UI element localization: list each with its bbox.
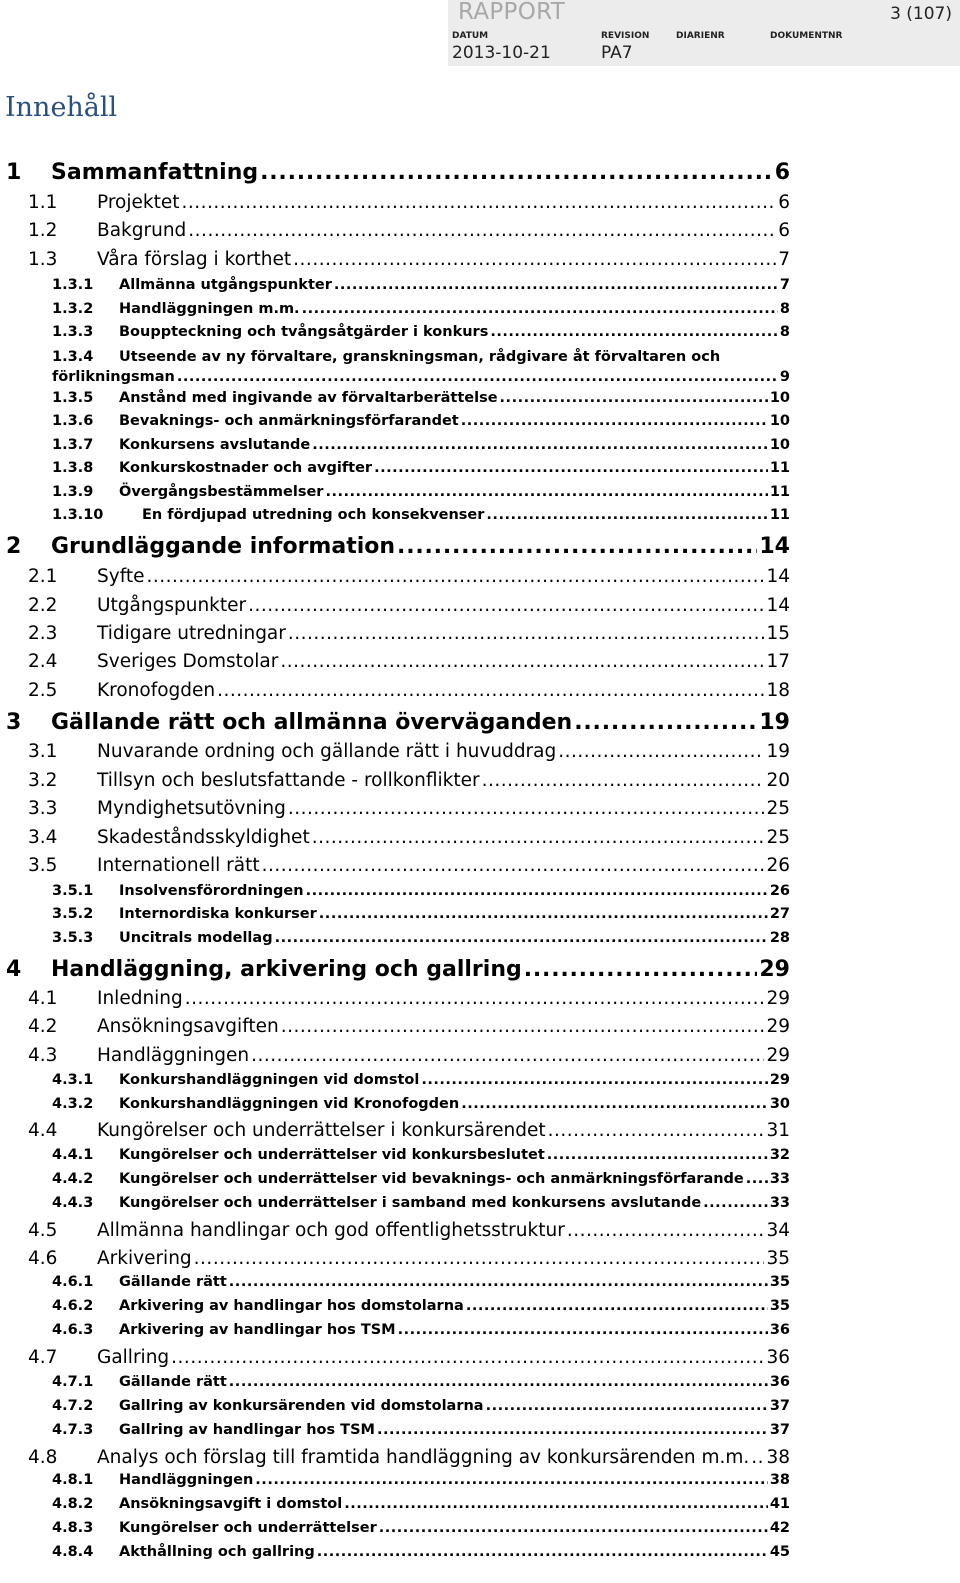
toc-entry-number: 4.3 <box>28 1045 58 1066</box>
toc-entry[interactable] <box>52 906 790 922</box>
toc-entry-number: 4.8.1 <box>52 1472 94 1488</box>
toc-entry-page: 6 <box>778 220 790 241</box>
toc-entry-page: 11 <box>769 460 790 476</box>
toc-entry-page: 36 <box>766 1347 790 1368</box>
toc-entry[interactable] <box>28 623 790 644</box>
toc-leader-dots <box>490 324 778 340</box>
toc-entry[interactable] <box>28 1347 790 1368</box>
toc-leader-dots <box>181 192 776 213</box>
toc-entry-number: 1.1 <box>28 192 58 213</box>
toc-entry[interactable] <box>28 651 790 672</box>
toc-entry-title: Arkivering av handlingar hos domstolarna <box>119 1298 464 1314</box>
toc-entry-number: 1.3.2 <box>52 301 94 317</box>
toc-leader-dots <box>293 249 776 270</box>
toc-entry-title: Gällande rätt <box>119 1374 227 1390</box>
toc-entry[interactable] <box>52 883 790 899</box>
toc-entry-page: 35 <box>769 1298 790 1314</box>
toc-entry[interactable] <box>52 1195 790 1211</box>
toc-entry-number: 1.3.3 <box>52 324 94 340</box>
toc-entry-number: 1.2 <box>28 220 58 241</box>
toc-entry-title: Ansökningsavgift i domstol <box>119 1496 343 1512</box>
toc-leader-dots <box>217 680 764 701</box>
toc-entry[interactable] <box>28 988 790 1009</box>
toc-leader-dots <box>374 460 768 476</box>
toc-entry-number: 4.2 <box>28 1016 58 1037</box>
toc-leader-dots <box>281 1016 765 1037</box>
toc-entry[interactable] <box>52 1374 790 1390</box>
toc-entry-title: Kungörelser och underrättelser vid bevaknings- och anmärkningsförfarande <box>119 1171 744 1187</box>
toc-entry-title: Nuvarande ordning och gällande rätt i huvuddrag <box>97 741 557 762</box>
toc-entry-number: 4.7.1 <box>52 1374 94 1390</box>
toc-entry-number: 1.3.10 <box>52 507 104 523</box>
toc-entry-page: 37 <box>769 1398 790 1414</box>
toc-entry-title: Kungörelser och underrättelser i samband med konkursens avslutande <box>119 1195 702 1211</box>
toc-entry[interactable] <box>28 566 790 587</box>
toc-entry-page: 32 <box>769 1147 790 1163</box>
toc-entry[interactable] <box>28 1045 790 1066</box>
toc-entry-number: 3.1 <box>28 741 58 762</box>
toc-entry-title: Tidigare utredningar <box>97 623 286 644</box>
toc-leader-dots <box>344 1496 768 1512</box>
toc-entry[interactable] <box>28 1120 790 1141</box>
toc-entry[interactable] <box>28 1248 790 1269</box>
toc-entry-title: Internordiska konkurser <box>119 906 317 922</box>
toc-entry-page: 15 <box>766 623 790 644</box>
toc-entry-number: 2.4 <box>28 651 58 672</box>
toc-entry-number: 1.3.8 <box>52 460 94 476</box>
toc-entry[interactable] <box>52 507 790 523</box>
toc-entry-page: 45 <box>769 1544 790 1560</box>
toc-entry-page: 8 <box>779 301 790 317</box>
toc-entry[interactable] <box>28 827 790 848</box>
toc-entry-title: Syfte <box>97 566 145 587</box>
toc-leader-dots <box>547 1147 768 1163</box>
toc-entry-page: 36 <box>769 1374 790 1390</box>
toc-leader-dots <box>751 1447 764 1468</box>
toc-leader-dots <box>574 710 757 735</box>
toc-entry-page: 10 <box>769 390 790 406</box>
toc-entry-page: 29 <box>759 957 790 982</box>
toc-entry[interactable] <box>52 1298 790 1314</box>
toc-leader-dots <box>262 855 765 876</box>
toc-entry[interactable] <box>28 1016 790 1037</box>
toc-entry-page: 34 <box>766 1220 790 1241</box>
toc-entry-number: 3.4 <box>28 827 58 848</box>
toc-entry-title: Konkurskostnader och avgifter <box>119 460 373 476</box>
toc-entry-page: 29 <box>766 1016 790 1037</box>
toc-leader-dots <box>251 1045 764 1066</box>
toc-entry-title: Bevaknings- och anmärkningsförfarandet <box>119 413 459 429</box>
toc-entry-title: Utseende av ny förvaltare, granskningsman, rådgivare åt förvaltaren och <box>119 349 721 365</box>
toc-entry[interactable] <box>52 437 790 453</box>
toc-leader-dots <box>524 957 758 982</box>
toc-entry[interactable] <box>6 710 790 735</box>
date-label: DATUM <box>452 31 489 41</box>
toc-entry-title: Internationell rätt <box>97 855 260 876</box>
toc-entry-number: 1.3.5 <box>52 390 94 406</box>
toc-entry-title: En fördjupad utredning och konsekvenser <box>142 507 485 523</box>
toc-entry-title: Kronofogden <box>97 680 216 701</box>
toc-entry-page: 29 <box>766 988 790 1009</box>
toc-entry[interactable] <box>52 1072 790 1088</box>
toc-entry-title: Kungörelser och underrättelser vid konkursbeslutet <box>119 1147 545 1163</box>
toc-entry-number: 4.5 <box>28 1220 58 1241</box>
toc-entry-title: Handläggningen <box>119 1472 254 1488</box>
toc-leader-dots <box>421 1072 767 1088</box>
toc-entry-page: 14 <box>759 534 790 559</box>
toc-entry[interactable] <box>52 1322 790 1338</box>
toc-entry[interactable] <box>6 160 790 185</box>
toc-entry-title: Gallring <box>97 1347 170 1368</box>
toc-leader-dots <box>171 1347 764 1368</box>
toc-entry[interactable] <box>52 930 790 946</box>
toc-entry-title: Grundläggande information <box>51 534 396 559</box>
toc-entry-title: Allmänna utgångspunkter <box>119 277 332 293</box>
toc-leader-dots <box>567 1220 765 1241</box>
toc-entry-number: 3.5 <box>28 855 58 876</box>
page-number: 3 (107) <box>890 4 952 24</box>
toc-entry-title: Bouppteckning och tvångsåtgärder i konkurs <box>119 324 489 340</box>
toc-leader-dots <box>248 595 764 616</box>
toc-entry[interactable] <box>52 1171 790 1187</box>
toc-entry-number: 1.3.1 <box>52 277 94 293</box>
toc-entry-title: Anstånd med ingivande av förvaltarberättelse <box>119 390 498 406</box>
toc-entry-page: 41 <box>769 1496 790 1512</box>
toc-entry-number: 4.8.3 <box>52 1520 94 1536</box>
toc-entry-number: 4.6.2 <box>52 1298 94 1314</box>
toc-entry-number: 2 <box>6 534 22 559</box>
toc-entry-number: 4.8 <box>28 1447 58 1468</box>
toc-entry[interactable] <box>28 595 790 616</box>
toc-entry-page: 33 <box>769 1195 790 1211</box>
toc-leader-dots <box>486 507 767 523</box>
toc-entry-number: 4.3.1 <box>52 1072 94 1088</box>
toc-entry[interactable] <box>28 249 790 270</box>
toc-leader-dots <box>275 930 768 946</box>
diarienr-label: DIARIENR <box>676 31 725 41</box>
toc-leader-dots <box>334 277 778 293</box>
toc-entry-title: Gällande rätt <box>119 1274 227 1290</box>
toc-entry-page: 38 <box>766 1447 790 1468</box>
toc-entry-title: Gallring av handlingar hos TSM <box>119 1422 375 1438</box>
toc-entry-number: 3.5.3 <box>52 930 94 946</box>
toc-entry-page: 25 <box>766 827 790 848</box>
toc-entry-title: Handläggningen m.m. <box>119 301 300 317</box>
toc-leader-dots <box>312 827 765 848</box>
toc-entry[interactable] <box>28 798 790 819</box>
toc-entry[interactable] <box>28 220 790 241</box>
toc-entry-page: 38 <box>769 1472 790 1488</box>
toc-entry-page: 11 <box>769 507 790 523</box>
toc-entry[interactable] <box>6 957 790 982</box>
toc-entry-page: 10 <box>769 413 790 429</box>
toc-leader-dots <box>185 988 765 1009</box>
toc-leader-dots <box>379 1520 768 1536</box>
toc-entry-page: 25 <box>766 798 790 819</box>
toc-entry-number: 2.2 <box>28 595 58 616</box>
toc-entry-page: 9 <box>779 369 790 385</box>
toc-leader-dots <box>548 1120 765 1141</box>
toc-entry-page: 10 <box>769 437 790 453</box>
toc-entry-page: 37 <box>769 1422 790 1438</box>
toc-entry-page: 11 <box>769 484 790 500</box>
toc-entry[interactable] <box>6 534 790 559</box>
toc-entry[interactable] <box>52 1398 790 1414</box>
toc-entry[interactable] <box>52 1520 790 1536</box>
toc-entry-title: Utgångspunkter <box>97 595 247 616</box>
toc-entry-title: Inledning <box>97 988 183 1009</box>
toc-entry[interactable] <box>52 1496 790 1512</box>
toc-entry-number: 4.7.3 <box>52 1422 94 1438</box>
toc-entry-page: 26 <box>766 855 790 876</box>
toc-leader-dots <box>147 566 765 587</box>
toc-leader-dots <box>466 1298 768 1314</box>
toc-entry[interactable] <box>28 770 790 791</box>
toc-leader-dots <box>194 1248 765 1269</box>
toc-leader-dots <box>302 301 778 317</box>
toc-entry-title: Akthållning och gallring <box>119 1544 315 1560</box>
toc-entry-number: 4.4.3 <box>52 1195 94 1211</box>
toc-entry-number: 1.3.7 <box>52 437 94 453</box>
toc-entry-title: Skadeståndsskyldighet <box>97 827 310 848</box>
toc-entry[interactable] <box>52 484 790 500</box>
toc-entry-page: 20 <box>766 770 790 791</box>
toc-leader-dots <box>482 770 765 791</box>
toc-entry-number: 1.3.9 <box>52 484 94 500</box>
toc-entry-number: 4.8.2 <box>52 1496 94 1512</box>
toc-entry-page: 33 <box>769 1171 790 1187</box>
toc-entry-title: Arkivering av handlingar hos TSM <box>119 1322 396 1338</box>
toc-leader-dots <box>319 906 768 922</box>
toc-entry[interactable] <box>52 1472 790 1488</box>
toc-entry[interactable] <box>52 1422 790 1438</box>
toc-entry-page: 29 <box>766 1045 790 1066</box>
toc-leader-dots <box>398 1322 768 1338</box>
toc-entry-page: 7 <box>778 249 790 270</box>
toc-entry[interactable] <box>28 855 790 876</box>
revision-value: PA7 <box>601 43 633 63</box>
toc-entry-title: Övergångsbestämmelser <box>119 484 324 500</box>
toc-entry-title: Konkurshandläggningen vid Kronofogden <box>119 1096 460 1112</box>
toc-entry-number: 4.4.2 <box>52 1171 94 1187</box>
toc-leader-dots <box>703 1195 768 1211</box>
toc-entry-title: Analys och förslag till framtida handläggning av konkursärenden m.m. <box>97 1447 750 1468</box>
toc-leader-dots <box>377 1422 768 1438</box>
toc-entry[interactable] <box>52 324 790 340</box>
toc-entry-title: Gällande rätt och allmänna överväganden <box>51 710 573 735</box>
toc-entry-page: 30 <box>769 1096 790 1112</box>
toc-leader-dots <box>500 390 768 406</box>
toc-entry-page: 42 <box>769 1520 790 1536</box>
toc-entry-number: 2.1 <box>28 566 58 587</box>
toc-entry-page: 18 <box>766 680 790 701</box>
toc-entry-title: Handläggningen <box>97 1045 250 1066</box>
toc-entry[interactable] <box>28 741 790 762</box>
toc-entry-title: Bakgrund <box>97 220 187 241</box>
toc-entry-title: Gallring av konkursärenden vid domstolarna <box>119 1398 484 1414</box>
toc-leader-dots <box>461 1096 768 1112</box>
toc-entry-number: 1 <box>6 160 22 185</box>
toc-entry-number: 4.7.2 <box>52 1398 94 1414</box>
toc-entry-page: 31 <box>766 1120 790 1141</box>
toc-entry-title: Konkursens avslutande <box>119 437 311 453</box>
toc-leader-dots <box>280 651 764 672</box>
toc-leader-dots <box>486 1398 768 1414</box>
toc-entry-page: 14 <box>766 595 790 616</box>
toc-heading: Innehåll <box>5 92 118 123</box>
toc-entry-page: 19 <box>759 710 790 735</box>
date-value: 2013-10-21 <box>452 43 551 63</box>
toc-entry-title: Sveriges Domstolar <box>97 651 279 672</box>
toc-entry-number: 1.3.4 <box>52 349 94 365</box>
toc-entry-title: Tillsyn och beslutsfattande - rollkonflikter <box>97 770 480 791</box>
toc-entry[interactable] <box>52 390 790 406</box>
toc-entry-page: 19 <box>766 741 790 762</box>
toc-entry-number: 4.1 <box>28 988 58 1009</box>
toc-entry-title: Handläggning, arkivering och gallring <box>51 957 522 982</box>
toc-entry-page: 28 <box>769 930 790 946</box>
toc-entry-number: 4.4 <box>28 1120 58 1141</box>
toc-leader-dots <box>255 1472 768 1488</box>
toc-leader-dots <box>461 413 768 429</box>
toc-entry-title-continued: förlikningsman <box>52 369 175 385</box>
toc-entry-number: 4.8.4 <box>52 1544 94 1560</box>
toc-leader-dots <box>325 484 767 500</box>
toc-entry-page: 36 <box>769 1322 790 1338</box>
toc-leader-dots <box>288 623 765 644</box>
toc-entry-page: 8 <box>779 324 790 340</box>
document-type: RAPPORT <box>458 0 566 25</box>
toc-entry[interactable] <box>28 1447 790 1468</box>
toc-entry[interactable] <box>28 1220 790 1241</box>
toc-entry[interactable] <box>52 301 790 317</box>
toc-entry-page: 6 <box>778 192 790 213</box>
toc-entry-page: 35 <box>766 1248 790 1269</box>
toc-entry[interactable] <box>52 1096 790 1112</box>
toc-entry-title: Ansökningsavgiften <box>97 1016 279 1037</box>
toc-entry-page: 14 <box>766 566 790 587</box>
toc-leader-dots <box>746 1171 768 1187</box>
toc-leader-dots <box>229 1274 768 1290</box>
toc-entry-number: 2.3 <box>28 623 58 644</box>
toc-entry[interactable] <box>52 349 790 385</box>
toc-leader-dots <box>229 1374 768 1390</box>
toc-entry[interactable] <box>52 277 790 293</box>
toc-leader-dots <box>288 798 765 819</box>
toc-entry[interactable] <box>52 460 790 476</box>
toc-entry-title: Insolvensförordningen <box>119 883 304 899</box>
toc-entry[interactable] <box>28 192 790 213</box>
toc-entry-number: 2.5 <box>28 680 58 701</box>
toc-leader-dots <box>188 220 776 241</box>
toc-entry-page: 27 <box>769 906 790 922</box>
toc-entry-number: 4.3.2 <box>52 1096 94 1112</box>
toc-leader-dots <box>312 437 768 453</box>
toc-entry-title: Projektet <box>97 192 180 213</box>
toc-entry-page: 7 <box>779 277 790 293</box>
toc-entry-title: Konkurshandläggningen vid domstol <box>119 1072 420 1088</box>
revision-label: REVISION <box>601 31 650 41</box>
toc-entry-title: Arkivering <box>97 1248 192 1269</box>
toc-leader-dots <box>260 160 773 185</box>
toc-entry-title: Sammanfattning <box>51 160 259 185</box>
toc-entry-number: 1.3.6 <box>52 413 94 429</box>
toc-entry-number: 4.4.1 <box>52 1147 94 1163</box>
toc-entry-title: Kungörelser och underrättelser <box>119 1520 377 1536</box>
toc-entry[interactable] <box>28 680 790 701</box>
toc-entry-title: Uncitrals modellag <box>119 930 273 946</box>
toc-leader-dots <box>558 741 764 762</box>
toc-entry-number: 4.6.3 <box>52 1322 94 1338</box>
toc-entry[interactable] <box>52 413 790 429</box>
toc-entry[interactable] <box>52 1274 790 1290</box>
dokumentnr-label: DOKUMENTNR <box>770 31 843 41</box>
toc-entry-number: 4.6 <box>28 1248 58 1269</box>
toc-entry-number: 3.5.1 <box>52 883 94 899</box>
toc-entry-page: 17 <box>766 651 790 672</box>
toc-leader-dots <box>317 1544 768 1560</box>
toc-entry-page: 26 <box>769 883 790 899</box>
toc-leader-dots <box>306 883 768 899</box>
toc-entry-number: 3.3 <box>28 798 58 819</box>
toc-entry-page: 6 <box>774 160 790 185</box>
toc-entry-number: 3 <box>6 710 22 735</box>
toc-entry-number: 4.6.1 <box>52 1274 94 1290</box>
toc-entry-title: Kungörelser och underrättelser i konkursärendet <box>97 1120 546 1141</box>
toc-entry[interactable] <box>52 1147 790 1163</box>
toc-entry[interactable] <box>52 1544 790 1560</box>
toc-entry-title: Myndighetsutövning <box>97 798 286 819</box>
toc-leader-dots <box>397 534 757 559</box>
toc-entry-page: 29 <box>769 1072 790 1088</box>
toc-entry-number: 3.5.2 <box>52 906 94 922</box>
toc-entry-title: Allmänna handlingar och god offentlighetsstruktur <box>97 1220 565 1241</box>
toc-leader-dots <box>177 369 778 385</box>
toc-entry-title: Våra förslag i korthet <box>97 249 292 270</box>
toc-entry-page: 35 <box>769 1274 790 1290</box>
toc-entry-number: 4.7 <box>28 1347 58 1368</box>
toc-entry-number: 1.3 <box>28 249 58 270</box>
toc-entry-number: 4 <box>6 957 22 982</box>
toc-entry-number: 3.2 <box>28 770 58 791</box>
